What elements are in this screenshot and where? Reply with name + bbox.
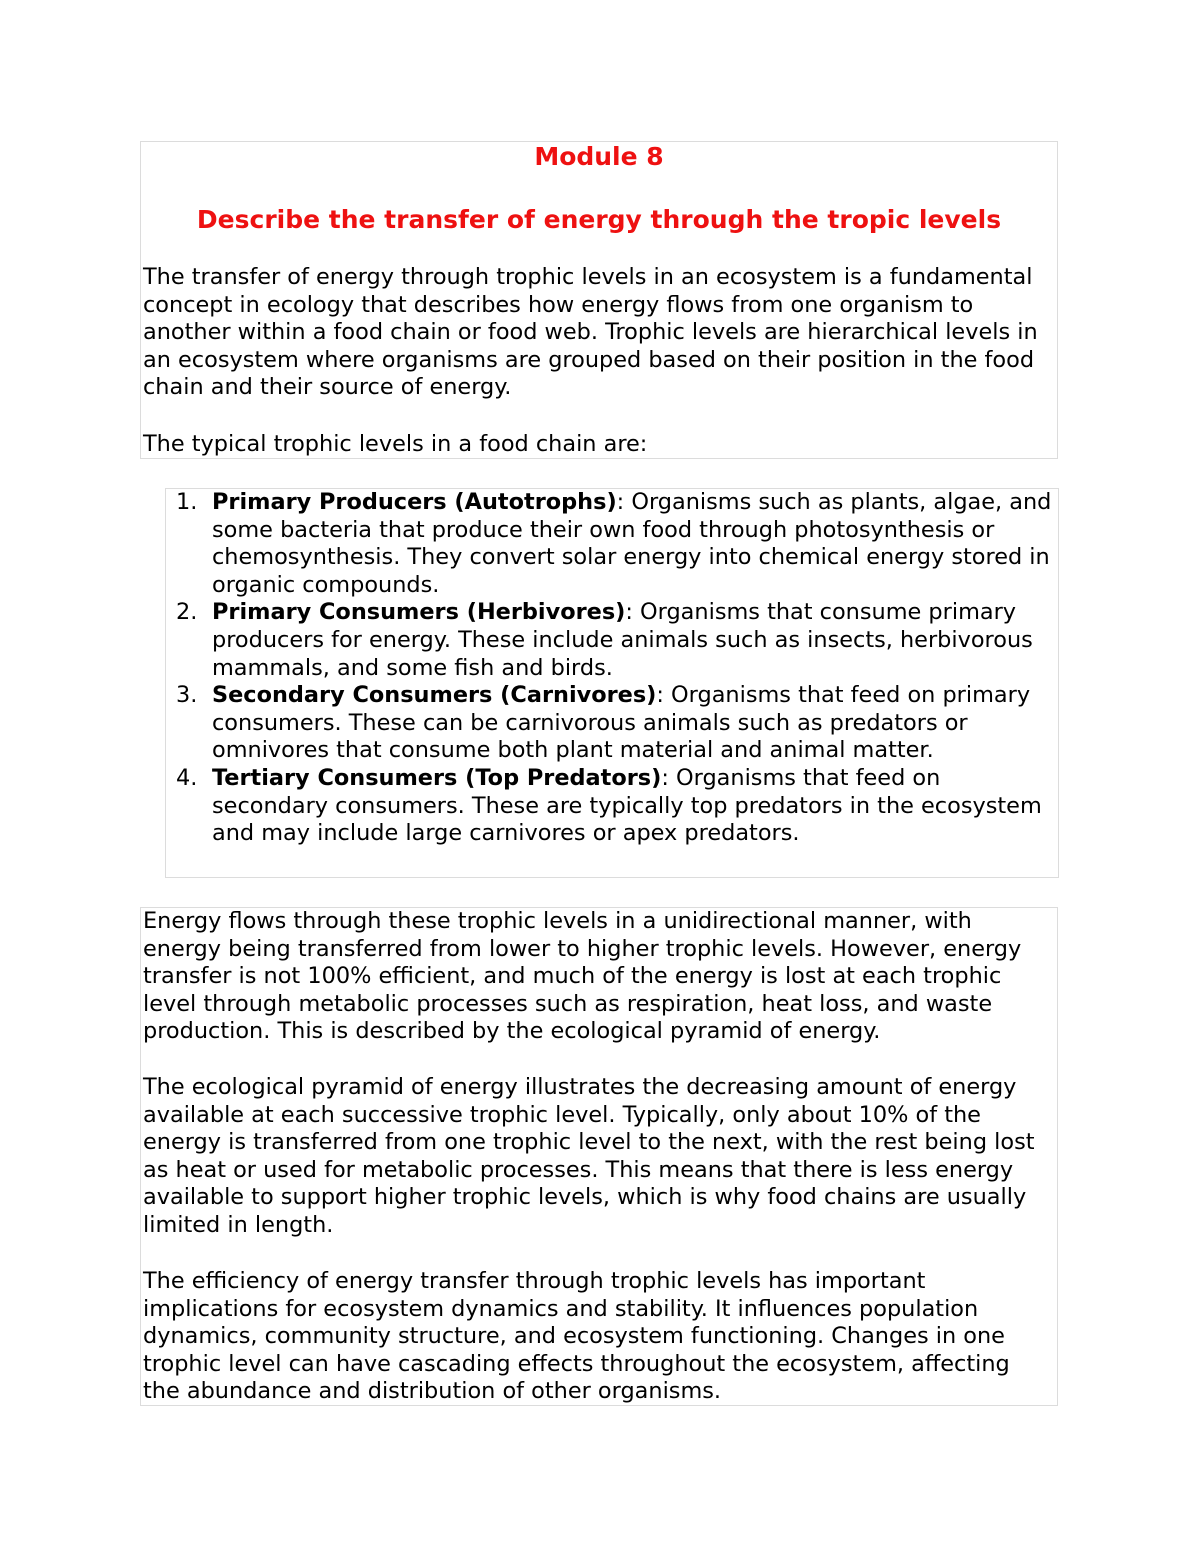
- list-item: [166, 599, 1058, 682]
- list-item-term: Primary Consumers (Herbivores): [212, 599, 626, 626]
- efficiency-paragraph: The efficiency of energy transfer through trophic levels has important implications for ecosystem dynamics and stability. It influences population dynamics, community structure, and ecosystem functioning. Changes in one trophic level can have cascading effects throughout the ecosystem, affecting the abundance and distribution of other organisms.: [143, 1268, 1010, 1405]
- flow-paragraph: Energy flows through these trophic levels in a unidirectional manner, with energy being transferred from lower to higher trophic levels. However, energy transfer is not 100% efficient, and much of the energy is lost at each trophic level through metabolic processes such as respiration, heat loss, and waste production. This is described by the ecological pyramid of energy.: [143, 908, 1022, 1045]
- list-item-term: Tertiary Consumers (Top Predators): [212, 764, 662, 791]
- list-item-description: : Organisms that consume primary producers for energy. These include animals such as insects, herbivorous mammals, and some fish and birds.: [212, 599, 1033, 681]
- module-title: Module 8: [534, 142, 664, 171]
- intro-paragraph: The transfer of energy through trophic levels in an ecosystem is a fundamental concept in ecology that describes how energy flows from one organism to another within a food chain or food web. Trophic levels are hierarchical levels in an ecosystem where organisms are grouped based on their position in the food chain and their source of energy.: [143, 264, 1038, 401]
- list-item-description: : Organisms such as plants, algae, and some bacteria that produce their own food through photosynthesis or chemosynthesis. They convert solar energy into chemical energy stored in organic compounds.: [212, 489, 1052, 598]
- list-item: [166, 489, 1058, 599]
- energy-flow-section: [140, 907, 1058, 1406]
- list-item: [166, 682, 1058, 765]
- trophic-levels-list: [166, 489, 1058, 848]
- list-item-term: Primary Producers (Autotrophs): [212, 489, 617, 515]
- list-item-description: : Organisms that feed on secondary consumers. These are typically top predators in the ecosystem and may include large carnivores or apex predators.: [212, 764, 1042, 847]
- trophic-levels-section: [165, 488, 1059, 878]
- list-item-description: : Organisms that feed on primary consumers. These can be carnivorous animals such as predators or omnivores that consume both plant material and animal matter.: [212, 682, 1031, 764]
- list-item-number: 2.: [176, 599, 198, 626]
- page-heading: Describe the transfer of energy through the tropic levels: [196, 205, 1002, 234]
- intro-section: [140, 141, 1058, 459]
- list-item-term: Secondary Consumers (Carnivores): [212, 682, 657, 709]
- list-item: [166, 765, 1058, 848]
- list-item-number: 3.: [176, 682, 198, 709]
- list-item-number: 1.: [176, 489, 198, 515]
- pyramid-paragraph: The ecological pyramid of energy illustrates the decreasing amount of energy available at each successive trophic level. Typically, only about 10% of the energy is transferred from one trophic level to the next, with the rest being lost as heat or used for metabolic processes. This means that there is less energy available to support higher trophic levels, which is why food chains are usually limited in length.: [143, 1074, 1035, 1238]
- list-intro: The typical trophic levels in a food chain are:: [143, 431, 648, 457]
- list-item-number: 4.: [176, 764, 198, 791]
